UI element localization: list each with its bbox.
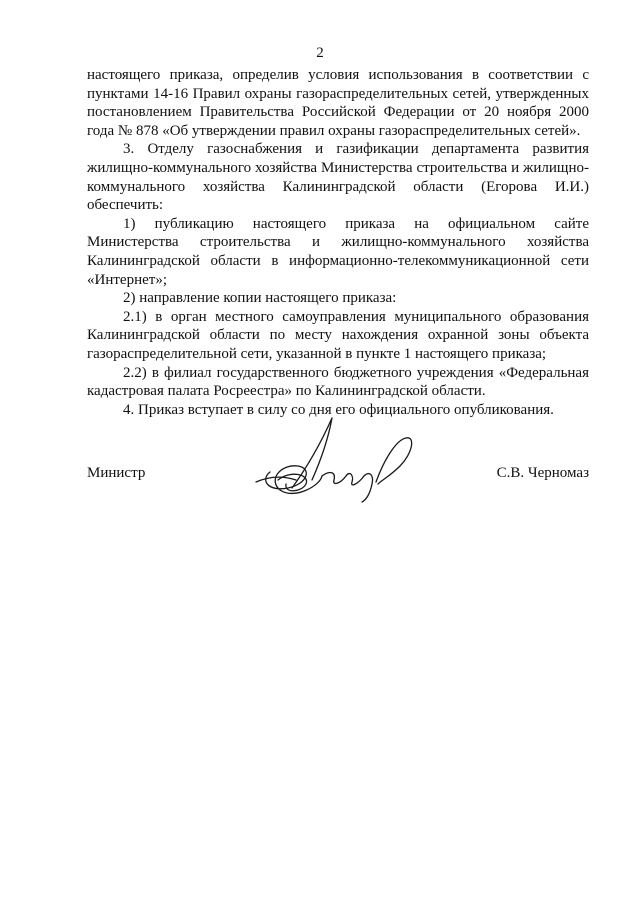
page-number: 2 [316,45,324,61]
signature-block [87,464,589,484]
signer-position: Министр [87,465,146,481]
paragraph-item-3: 3. Отделу газоснабжения и газификации департамента развития жилищно-коммунального хозяйства Министерства строительства и жилищно-коммунального хозяйства Калининградской области (Егорова И.И.) обеспечить: [87,141,589,214]
paragraph-item-3-2: 2) направление копии настоящего приказа: [123,290,397,307]
signer-name: С.В. Черномаз [496,465,589,481]
paragraph-item-3-2-1: 2.1) в орган местного самоуправления муниципального образования Калининградской области по месту нахождения охранной зоны объекта газораспределительной сети, указанной в пункте 1 настоящего приказа; [87,308,589,362]
handwritten-signature [250,410,430,505]
paragraph-continuation: настоящего приказа, определив условия использования в соответствии с пунктами 14-16 Правил охраны газораспределительных сетей, утвержденных постановлением Правительства Российской Федерации от 20 ноября 2000 года № 878 «Об утверждении правил охраны газораспределительных сетей». [87,67,589,139]
paragraph-item-3-2-2: 2.2) в филиал государственного бюджетного учреждения «Федеральная кадастровая палата Росреестра» по Калининградской области. [87,364,589,400]
document-body [87,66,589,419]
paragraph-item-4: 4. Приказ вступает в силу со дня его официального опубликования. [123,401,554,418]
paragraph-item-3-1: 1) публикацию настоящего приказа на официальном сайте Министерства строительства и жилищно-коммунального хозяйства Калининградской области в информационно-телекоммуникационной сети «Интернет»; [87,215,589,288]
